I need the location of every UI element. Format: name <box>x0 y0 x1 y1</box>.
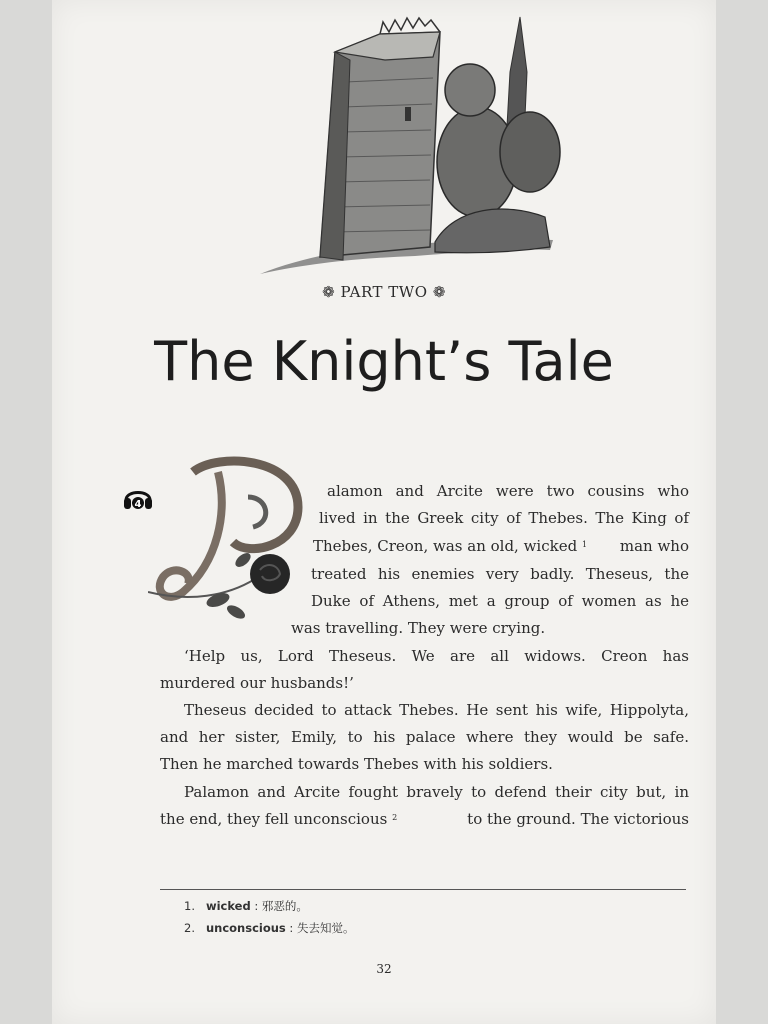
body-text <box>313 537 587 555</box>
body-line: and her sister, Emily, to his palace where they would be safe. <box>160 728 689 746</box>
footnote-separator: : <box>250 899 262 913</box>
body-text-segment: the end, they fell unconscious <box>160 810 388 828</box>
footnote-gloss: 邪恶的。 <box>261 899 308 913</box>
footnote-term: wicked <box>205 899 251 913</box>
part-label <box>0 283 768 301</box>
body-line: was travelling. They were crying. <box>291 619 546 637</box>
drop-cap-p-rose-icon <box>148 452 308 627</box>
body-line <box>313 537 689 555</box>
castle-illustration <box>255 12 565 280</box>
part-label-text: PART TWO <box>340 283 428 301</box>
page-number: 32 <box>376 962 392 976</box>
body-line: lived in the Greek city of Thebes. The King of <box>319 509 689 527</box>
footnote-marker: 2 <box>392 813 398 822</box>
footnote-marker: 1 <box>581 540 588 549</box>
footnote-2 <box>184 920 354 936</box>
footnote-number: 1. <box>184 899 195 913</box>
body-text-segment: man who <box>619 537 689 555</box>
footnote-gloss: 失去知觉。 <box>296 921 355 935</box>
chapter-title: The Knight’s Tale <box>154 330 614 393</box>
body-line: Palamon and Arcite fought bravely to defend their city but, in <box>184 783 689 801</box>
flower-ornament-icon: ❁ <box>322 283 336 301</box>
body-text-segment: to the ground. The victorious <box>467 810 689 828</box>
body-line <box>160 810 689 828</box>
body-line: murdered our husbands!’ <box>160 674 354 692</box>
body-text <box>160 810 397 828</box>
body-line: alamon and Arcite were two cousins who <box>327 482 689 500</box>
footnote-1 <box>184 898 308 914</box>
body-line: Theseus decided to attack Thebes. He sent his wife, Hippolyta, <box>184 701 689 719</box>
footnote-separator: : <box>285 921 297 935</box>
flower-ornament-icon: ❁ <box>432 283 446 301</box>
body-text-segment: Thebes, Creon, was an old, wicked <box>313 537 578 555</box>
footnote-number: 2. <box>184 921 195 935</box>
track-number: 4 <box>134 499 142 510</box>
body-line: treated his enemies very badly. Theseus, the <box>311 565 689 583</box>
footnote-term: unconscious <box>205 921 286 935</box>
body-line: ‘Help us, Lord Theseus. We are all widows. Creon has <box>184 647 689 665</box>
body-line: Then he marched towards Thebes with his soldiers. <box>160 755 553 773</box>
body-line: Duke of Athens, met a group of women as he <box>311 592 689 610</box>
footnote-divider <box>160 889 686 890</box>
